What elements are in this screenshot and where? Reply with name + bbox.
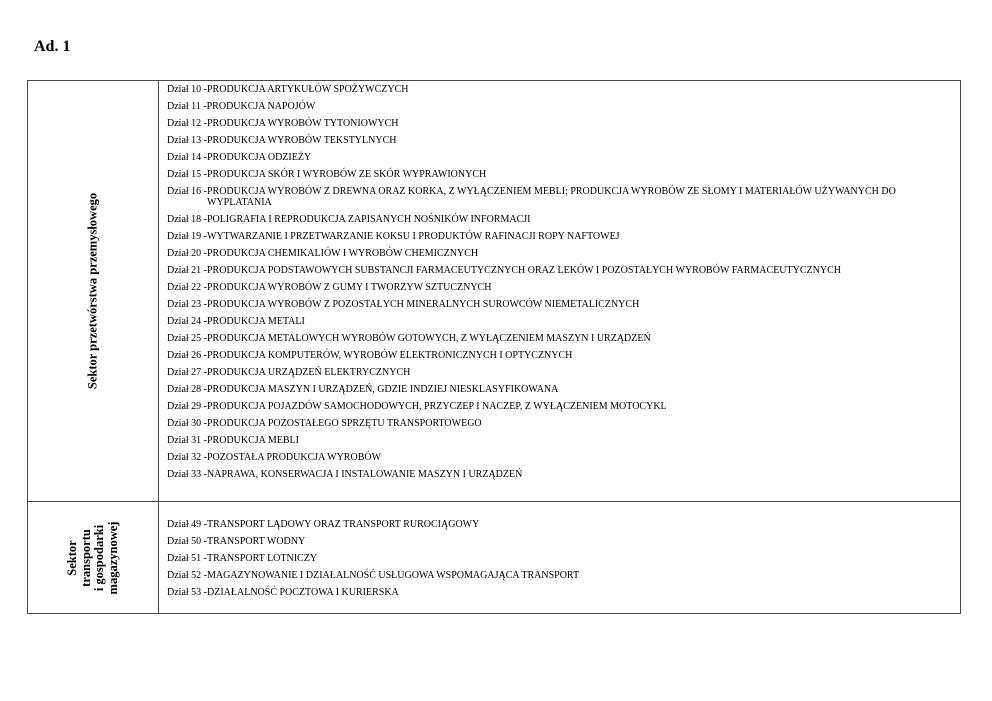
division-name: TRANSPORT WODNY [207,536,306,547]
sector-label-line: Sektor [65,539,79,576]
division-name: PRODUKCJA WYROBÓW TYTONIOWYCH [207,118,399,129]
division-code: Dział 50 - [167,536,207,547]
division-item [167,135,942,146]
division-item [167,118,942,129]
division-code: Dział 26 - [167,350,207,361]
division-name: TRANSPORT LĄDOWY ORAZ TRANSPORT RUROCIĄGOWY [207,519,480,530]
sector-label-cell [28,81,159,502]
division-name: TRANSPORT LOTNICZY [207,553,318,564]
division-item [167,536,942,547]
division-name: PRODUKCJA URZĄDZEŃ ELEKTRYCZNYCH [207,367,411,378]
division-name: PRODUKCJA ODZIEŻY [207,152,312,163]
sector-row [28,81,961,502]
division-code: Dział 20 - [167,248,207,259]
division-item [167,452,942,463]
sector-row [28,502,961,614]
division-name: PRODUKCJA MEBLI [207,435,299,446]
division-item [167,469,942,480]
division-item [167,367,942,378]
division-name: PRODUKCJA POZOSTAŁEGO SPRZĘTU TRANSPORTOWEGO [207,418,482,429]
division-item [167,152,942,163]
division-name: PRODUKCJA WYROBÓW Z DREWNA ORAZ KORKA, Z WYŁĄCZENIEM MEBLI; PRODUKCJA WYROBÓW ZE SŁOMY I MATERIAŁÓW UŻYWANYCH DO WYPLATANIA [207,186,896,208]
division-item [167,214,942,225]
division-code: Dział 24 - [167,316,207,327]
division-code: Dział 13 - [167,135,207,146]
division-code: Dział 29 - [167,401,207,412]
division-item [167,384,942,395]
sector-items-list [159,519,960,598]
division-item [167,84,942,95]
division-item [167,570,942,581]
division-name: PRODUKCJA PODSTAWOWYCH SUBSTANCJI FARMACEUTYCZNYCH ORAZ LEKÓW I POZOSTAŁYCH WYROBÓW FARMACEUTYCZNYCH [207,265,841,276]
sector-label-line: transportu [78,528,93,587]
division-code: Dział 11 - [167,101,207,112]
division-item [167,169,942,180]
division-code: Dział 30 - [167,418,207,429]
sector-label-line: magazynowej [105,521,120,594]
sector-label-line: Sektor przetwórstwa przemysłowego [85,192,100,390]
division-item [167,333,942,344]
sector-label-line: i gospodarki [92,524,106,591]
division-item [167,248,942,259]
division-name: PRODUKCJA METALOWYCH WYROBÓW GOTOWYCH, Z WYŁĄCZENIEM MASZYN I URZĄDZEŃ [207,333,651,344]
division-item [167,299,942,310]
division-code: Dział 12 - [167,118,207,129]
division-code: Dział 51 - [167,553,207,564]
division-code: Dział 33 - [167,469,207,480]
division-name: PRODUKCJA WYROBÓW Z POZOSTAŁYCH MINERALNYCH SUROWCÓW NIEMETALICZNYCH [207,299,640,310]
division-code: Dział 16 - [167,186,207,197]
division-code: Dział 21 - [167,265,207,276]
division-name: WYTWARZANIE I PRZETWARZANIE KOKSU I PRODUKTÓW RAFINACJI ROPY NAFTOWEJ [207,231,620,242]
division-name: PRODUKCJA METALI [207,316,305,327]
division-code: Dział 31 - [167,435,207,446]
division-item [167,553,942,564]
division-code: Dział 27 - [167,367,207,378]
sector-label [86,193,100,389]
division-name: MAGAZYNOWANIE I DZIAŁALNOŚĆ USŁUGOWA WSPOMAGAJĄCA TRANSPORT [207,570,580,581]
division-name: PRODUKCJA ARTYKUŁÓW SPOŻYWCZYCH [207,84,409,95]
division-item [167,587,942,598]
sector-label [66,521,120,594]
division-name: PRODUKCJA KOMPUTERÓW, WYROBÓW ELEKTRONICZNYCH I OPTYCZNYCH [207,350,573,361]
division-name: PRODUKCJA CHEMIKALIÓW I WYROBÓW CHEMICZNYCH [207,248,479,259]
division-name: PRODUKCJA POJAZDÓW SAMOCHODOWYCH, PRZYCZEP I NACZEP, Z WYŁĄCZENIEM MOTOCYKL [207,401,667,412]
division-code: Dział 52 - [167,570,207,581]
division-code: Dział 22 - [167,282,207,293]
division-item [167,435,942,446]
division-code: Dział 25 - [167,333,207,344]
sector-label-cell [28,502,159,614]
division-item [167,282,942,293]
division-item [167,265,942,276]
division-item [167,316,942,327]
division-item [167,519,942,530]
sector-table [27,80,961,614]
division-item [167,350,942,361]
division-name: PRODUKCJA WYROBÓW TEKSTYLNYCH [207,135,397,146]
division-code: Dział 10 - [167,84,207,95]
division-code: Dział 18 - [167,214,207,225]
division-code: Dział 14 - [167,152,207,163]
page-heading: Ad. 1 [34,38,71,55]
division-code: Dział 23 - [167,299,207,310]
division-item [167,418,942,429]
division-item [167,231,942,242]
division-item [167,401,942,412]
sector-items-cell [159,81,961,502]
division-code: Dział 28 - [167,384,207,395]
division-code: Dział 53 - [167,587,207,598]
division-name: DZIAŁALNOŚĆ POCZTOWA I KURIERSKA [207,587,399,598]
division-name: POZOSTAŁA PRODUKCJA WYROBÓW [207,452,382,463]
division-code: Dział 49 - [167,519,207,530]
division-name: PRODUKCJA NAPOJÓW [206,101,316,112]
division-name: POLIGRAFIA I REPRODUKCJA ZAPISANYCH NOŚNIKÓW INFORMACJI [207,214,531,225]
division-code: Dział 15 - [167,169,207,180]
sector-items-cell [159,502,961,614]
division-item [167,101,942,112]
division-item [167,186,942,208]
division-name: PRODUKCJA SKÓR I WYROBÓW ZE SKÓR WYPRAWIONYCH [207,169,487,180]
division-name: NAPRAWA, KONSERWACJA I INSTALOWANIE MASZYN I URZĄDZEŃ [207,469,523,480]
division-code: Dział 19 - [167,231,207,242]
division-name: PRODUKCJA MASZYN I URZĄDZEŃ, GDZIE INDZIEJ NIESKLASYFIKOWANA [207,384,559,395]
division-code: Dział 32 - [167,452,207,463]
division-name: PRODUKCJA WYROBÓW Z GUMY I TWORZYW SZTUCZNYCH [207,282,492,293]
sector-items-list [159,84,960,480]
